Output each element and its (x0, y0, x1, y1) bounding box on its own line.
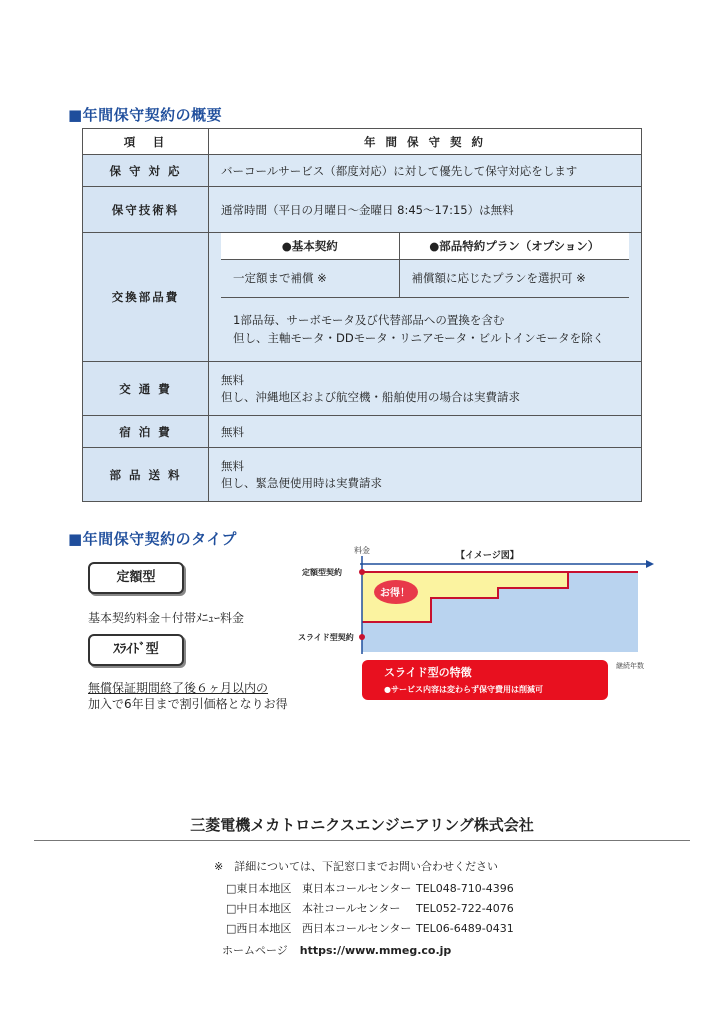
parts-note-line2: 但し、主軸モータ・DDモータ・リニアモータ・ビルトインモータを除く (233, 331, 605, 346)
contact-region: □中日本地区 (226, 902, 292, 915)
maintenance-overview-table (82, 128, 642, 502)
shipping-line2: 但し、緊急便使用時は実費請求 (221, 475, 382, 490)
slide-point (359, 634, 365, 640)
row-label-shipping: 部 品 送 料 (83, 448, 209, 502)
row-label-lodging: 宿 泊 費 (83, 416, 209, 448)
overview-section-title: ■年間保守契約の概要 (68, 106, 223, 124)
legend-title: スライド型の特徴 (384, 666, 472, 679)
fixed-type-badge: 定額型 (88, 562, 184, 594)
row-value-transport (209, 362, 642, 416)
callout-text: お得！ (380, 588, 410, 599)
table-row (83, 362, 642, 416)
row-value-support: バーコールサービス（都度対応）に対して優先して保守対応をします (209, 155, 642, 187)
x-axis-label: 継続年数 (616, 662, 644, 670)
contact-region: □西日本地区 (226, 922, 292, 935)
contact-row-west (226, 920, 514, 936)
header-contract: 年 間 保 守 契 約 (209, 129, 642, 155)
row-value-engineer: 通常時間（平日の月曜日～金曜日 8:45～17:15）は無料 (209, 187, 642, 233)
fixed-type-description: 基本契約料金＋付帯ﾒﾆｭｰ料金 (88, 611, 245, 625)
table-header-row (83, 129, 642, 155)
company-name: 三菱電機メカトロニクスエンジニアリング株式会社 (190, 816, 534, 834)
header-item: 項 目 (83, 129, 209, 155)
contact-region: □東日本地区 (226, 882, 292, 895)
slide-type-badge: ｽﾗｲﾄﾞ型 (88, 634, 184, 666)
table-row (83, 187, 642, 233)
contact-row-east (226, 880, 514, 896)
row-label-support: 保 守 対 応 (83, 155, 209, 187)
table-row (83, 416, 642, 448)
slide-type-description-2: 加入で6年目まで割引価格となりお得 (88, 697, 288, 711)
homepage-label: ホームページ (222, 944, 288, 957)
contact-row-central (226, 900, 514, 916)
table-row (83, 233, 642, 362)
types-section-title: ■年間保守契約のタイプ (68, 530, 237, 548)
row-value-lodging: 無料 (209, 416, 642, 448)
contact-tel: TEL06-6489-0431 (416, 922, 514, 935)
homepage-row (222, 942, 451, 958)
basic-contract-header: ●基本契約 (221, 233, 399, 259)
fixed-series-label: 定額型契約 (302, 568, 342, 577)
row-value-shipping (209, 448, 642, 502)
parts-note-line1: 1部品毎、サーボモータ及び代替部品への置換を含む (233, 313, 505, 328)
contact-center: 東日本コールセンター (302, 882, 412, 895)
slide-type-description-1: 無償保証期間終了後６ヶ月以内の (88, 681, 269, 695)
row-label-engineer: 保守技術料 (83, 187, 209, 233)
basic-contract-value: 一定額まで補償 ※ (221, 259, 399, 297)
fixed-point (359, 569, 365, 575)
parts-note (221, 297, 629, 361)
option-plan-header: ●部品特約プラン（オプション） (399, 233, 629, 259)
transport-line2: 但し、沖縄地区および航空機・船舶使用の場合は実費請求 (221, 389, 520, 404)
table-row (83, 155, 642, 187)
x-axis-arrow (646, 560, 654, 568)
row-label-parts: 交換部品費 (83, 233, 209, 362)
shipping-line1: 無料 (221, 458, 244, 473)
inquiry-note: ※ 詳細については、下記窓口までお問い合わせください (214, 860, 498, 873)
parts-detail (209, 233, 642, 362)
contact-center: 西日本コールセンター (302, 922, 412, 935)
image-chart (296, 542, 658, 712)
y-axis-label: 料金 (354, 546, 370, 555)
option-plan-value: 補償額に応じたプランを選択可 ※ (399, 259, 629, 297)
contact-tel: TEL052-722-4076 (416, 902, 514, 915)
contact-tel: TEL048-710-4396 (416, 882, 514, 895)
legend-text: ●サービス内容は変わらず保守費用は削減可 (384, 685, 543, 694)
transport-line1: 無料 (221, 372, 244, 387)
contact-center: 本社コールセンター (302, 902, 401, 915)
slide-series-label: スライド型契約 (298, 633, 354, 642)
homepage-link[interactable]: https://www.mmeg.co.jp (299, 944, 452, 957)
divider (34, 840, 690, 841)
table-row (83, 448, 642, 502)
row-label-transport: 交 通 費 (83, 362, 209, 416)
chart-title: 【イメージ図】 (456, 551, 519, 561)
